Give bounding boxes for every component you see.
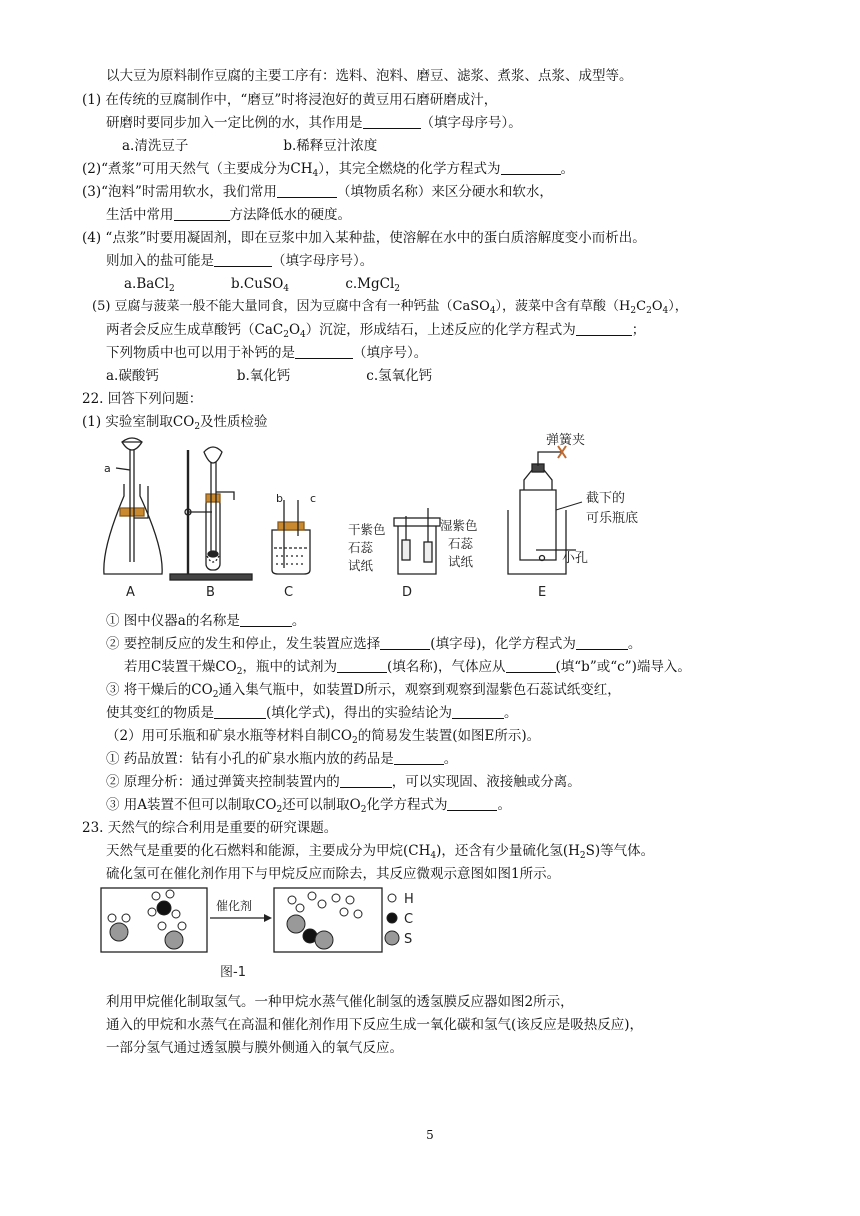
q22-sub2-heading: （2）用可乐瓶和矿泉水瓶等材料自制$CO_2$的简易发生装置(如图E所示)。 [106,728,541,746]
label-a: a [104,462,111,475]
q23-title: 23. 天然气的综合利用是重要的研究课题。 [82,820,338,836]
q23-line1: 天然气是重要的化石燃料和能源，主要成分为甲烷$(CH_4)$，还含有少量硫化氢$(H_2S)$等气体。 [106,843,655,861]
e-hole-label: 小孔 [562,551,589,566]
legend-h: H [404,892,414,907]
e-cut-label-2: 可乐瓶底 [586,511,639,526]
figure-caption: 图-1 [220,965,246,980]
answer-blank[interactable] [506,658,556,673]
q22-item3: ③ 将干燥后的$CO_2$通入集气瓶中，如装置D所示，观察到观察到湿紫色石蕊试纸变红， [106,682,621,700]
d-right-2: 石蕊 [448,536,474,551]
legend-s: S [404,932,413,947]
answer-blank[interactable] [337,658,387,673]
apparatus-a [104,438,162,574]
legend [385,894,399,945]
q21-part5-line1: (5) 豆腐与菠菜一般不能大量同食，因为豆腐中含有一种钙盐（CaSO$_4$），菠菜中含有草酸$(H_2C_2O_4)$， [92,299,688,316]
q21-part5-line2: 两者会反应生成草酸钙$(CaC_2O_4)$沉淀，形成结石，上述反应的化学方程式为 ； [106,322,646,340]
q22-title: 22. 回答下列问题： [82,391,203,407]
q23-line4: 通入的甲烷和水蒸气在高温和催化剂作用下反应生成一氧化碳和氢气(该反应是吸热反应)， [106,1017,644,1033]
apparatus-figure [92,430,672,606]
q21-part1-options: a.清洗豆子 b.稀释豆汁浓度 [122,138,378,154]
q21-part4-options: a.BaCl$_2$ b.CuSO$_4$ c.MgCl$_2$ [124,276,401,294]
e-cut-label-1: 截下的 [586,491,626,506]
answer-blank[interactable] [576,321,632,336]
answer-blank[interactable] [363,114,421,129]
q21-part3-line2: 生活中常用 方法降低水的硬度。 [106,207,351,223]
answer-blank[interactable] [380,635,430,650]
answer-blank[interactable] [174,206,230,221]
answer-blank[interactable] [277,183,337,198]
reaction-diagram [100,884,440,984]
q21-part4-line1: (4) “点浆”时要用凝固剂，即在豆浆中加入某种盐，使溶解在水中的蛋白质溶解度变小而析出。 [82,230,646,246]
caption-a: A [126,585,135,600]
answer-blank[interactable] [214,704,266,719]
q22-item2: ② 要控制反应的发生和停止，发生装置应选择 (填字母)，化学方程式为 。 [106,636,642,652]
q22-sub2-item2: ② 原理分析：通过弹簧夹控制装置内的 ，可以实现固、液接触或分离。 [106,774,581,790]
product-molecules [287,892,362,949]
apparatus-c [272,500,310,574]
q23-line3: 利用甲烷催化制取氢气。一种甲烷水蒸气催化制氢的透氢膜反应器如图2所示， [106,994,574,1010]
d-right-3: 试纸 [448,554,474,569]
label-c: c [310,492,317,505]
q22-sub2-item3: ③ 用A装置不但可以制取$CO_2$还可以制取$O_2$化学方程式为 。 [106,797,511,815]
intro-line: 以大豆为原料制作豆腐的主要工序有：选料、泡料、磨豆、滤浆、煮浆、点浆、成型等。 [106,68,633,84]
answer-blank[interactable] [214,252,272,267]
d-left-1: 干紫色 [348,522,386,537]
legend-c: C [404,912,414,927]
q22-sub2-item1: ① 药品放置：钻有小孔的矿泉水瓶内放的药品是 。 [106,751,458,767]
label-b: b [276,492,283,505]
answer-blank[interactable] [394,750,444,765]
q21-part1-line1: (1) 在传统的豆腐制作中，“磨豆”时将浸泡好的黄豆用石磨研磨成汁， [82,92,498,108]
q22-item1: ① 图中仪器a的名称是 。 [106,613,306,629]
caption-d: D [402,585,413,600]
apparatus-d [394,508,440,574]
answer-blank[interactable] [295,344,353,359]
q21-part4-line2: 则加入的盐可能是 （填字母序号）。 [106,253,374,269]
q22-sub1-heading: (1) 实验室制取$CO_2$及性质检验 [82,414,268,432]
d-left-3: 试纸 [348,558,374,573]
q21-part2: (2)“煮浆”可用天然气（主要成分为$CH_4$），其完全燃烧的化学方程式为 。 [82,161,575,179]
caption-c: C [284,585,294,600]
reactant-molecules [108,890,186,949]
e-clip-label: 弹簧夹 [546,433,586,448]
answer-blank[interactable] [240,612,292,627]
page-number: 5 [426,1128,434,1142]
caption-e: E [538,585,547,600]
answer-blank[interactable] [452,704,504,719]
answer-blank[interactable] [576,635,628,650]
answer-blank[interactable] [501,160,561,175]
q22-item2b: 若用C装置干燥$CO_2$，瓶中的试剂为 (填名称)，气体应从 (填“b”或“c”)端导入。 [124,659,691,677]
q23-line5: 一部分氢气通过透氢膜与膜外侧通入的氧气反应。 [106,1040,403,1056]
q22-item3b: 使其变红的物质是 (填化学式)，得出的实验结论为 。 [106,705,518,721]
q21-part5-line3: 下列物质中也可以用于补钙的是 （填序号）。 [106,345,428,361]
q21-part3-line1: (3)“泡料”时需用软水，我们常用 （填物质名称）来区分硬水和软水， [82,184,553,200]
d-left-2: 石蕊 [348,540,374,555]
caption-b: B [206,585,215,600]
answer-blank[interactable] [340,773,392,788]
d-right-1: 湿紫色 [440,518,478,533]
answer-blank[interactable] [447,796,497,811]
q21-part5-options: a.碳酸钙 b.氧化钙 c.氢氧化钙 [106,368,433,384]
apparatus-b [170,447,252,580]
q21-part1-line2: 研磨时要同步加入一定比例的水，其作用是 （填字母序号）。 [106,115,522,131]
catalyst-label: 催化剂 [216,899,253,913]
q23-line2: 硫化氢可在催化剂作用下与甲烷反应而除去，其反应微观示意图如图1所示。 [106,866,561,882]
